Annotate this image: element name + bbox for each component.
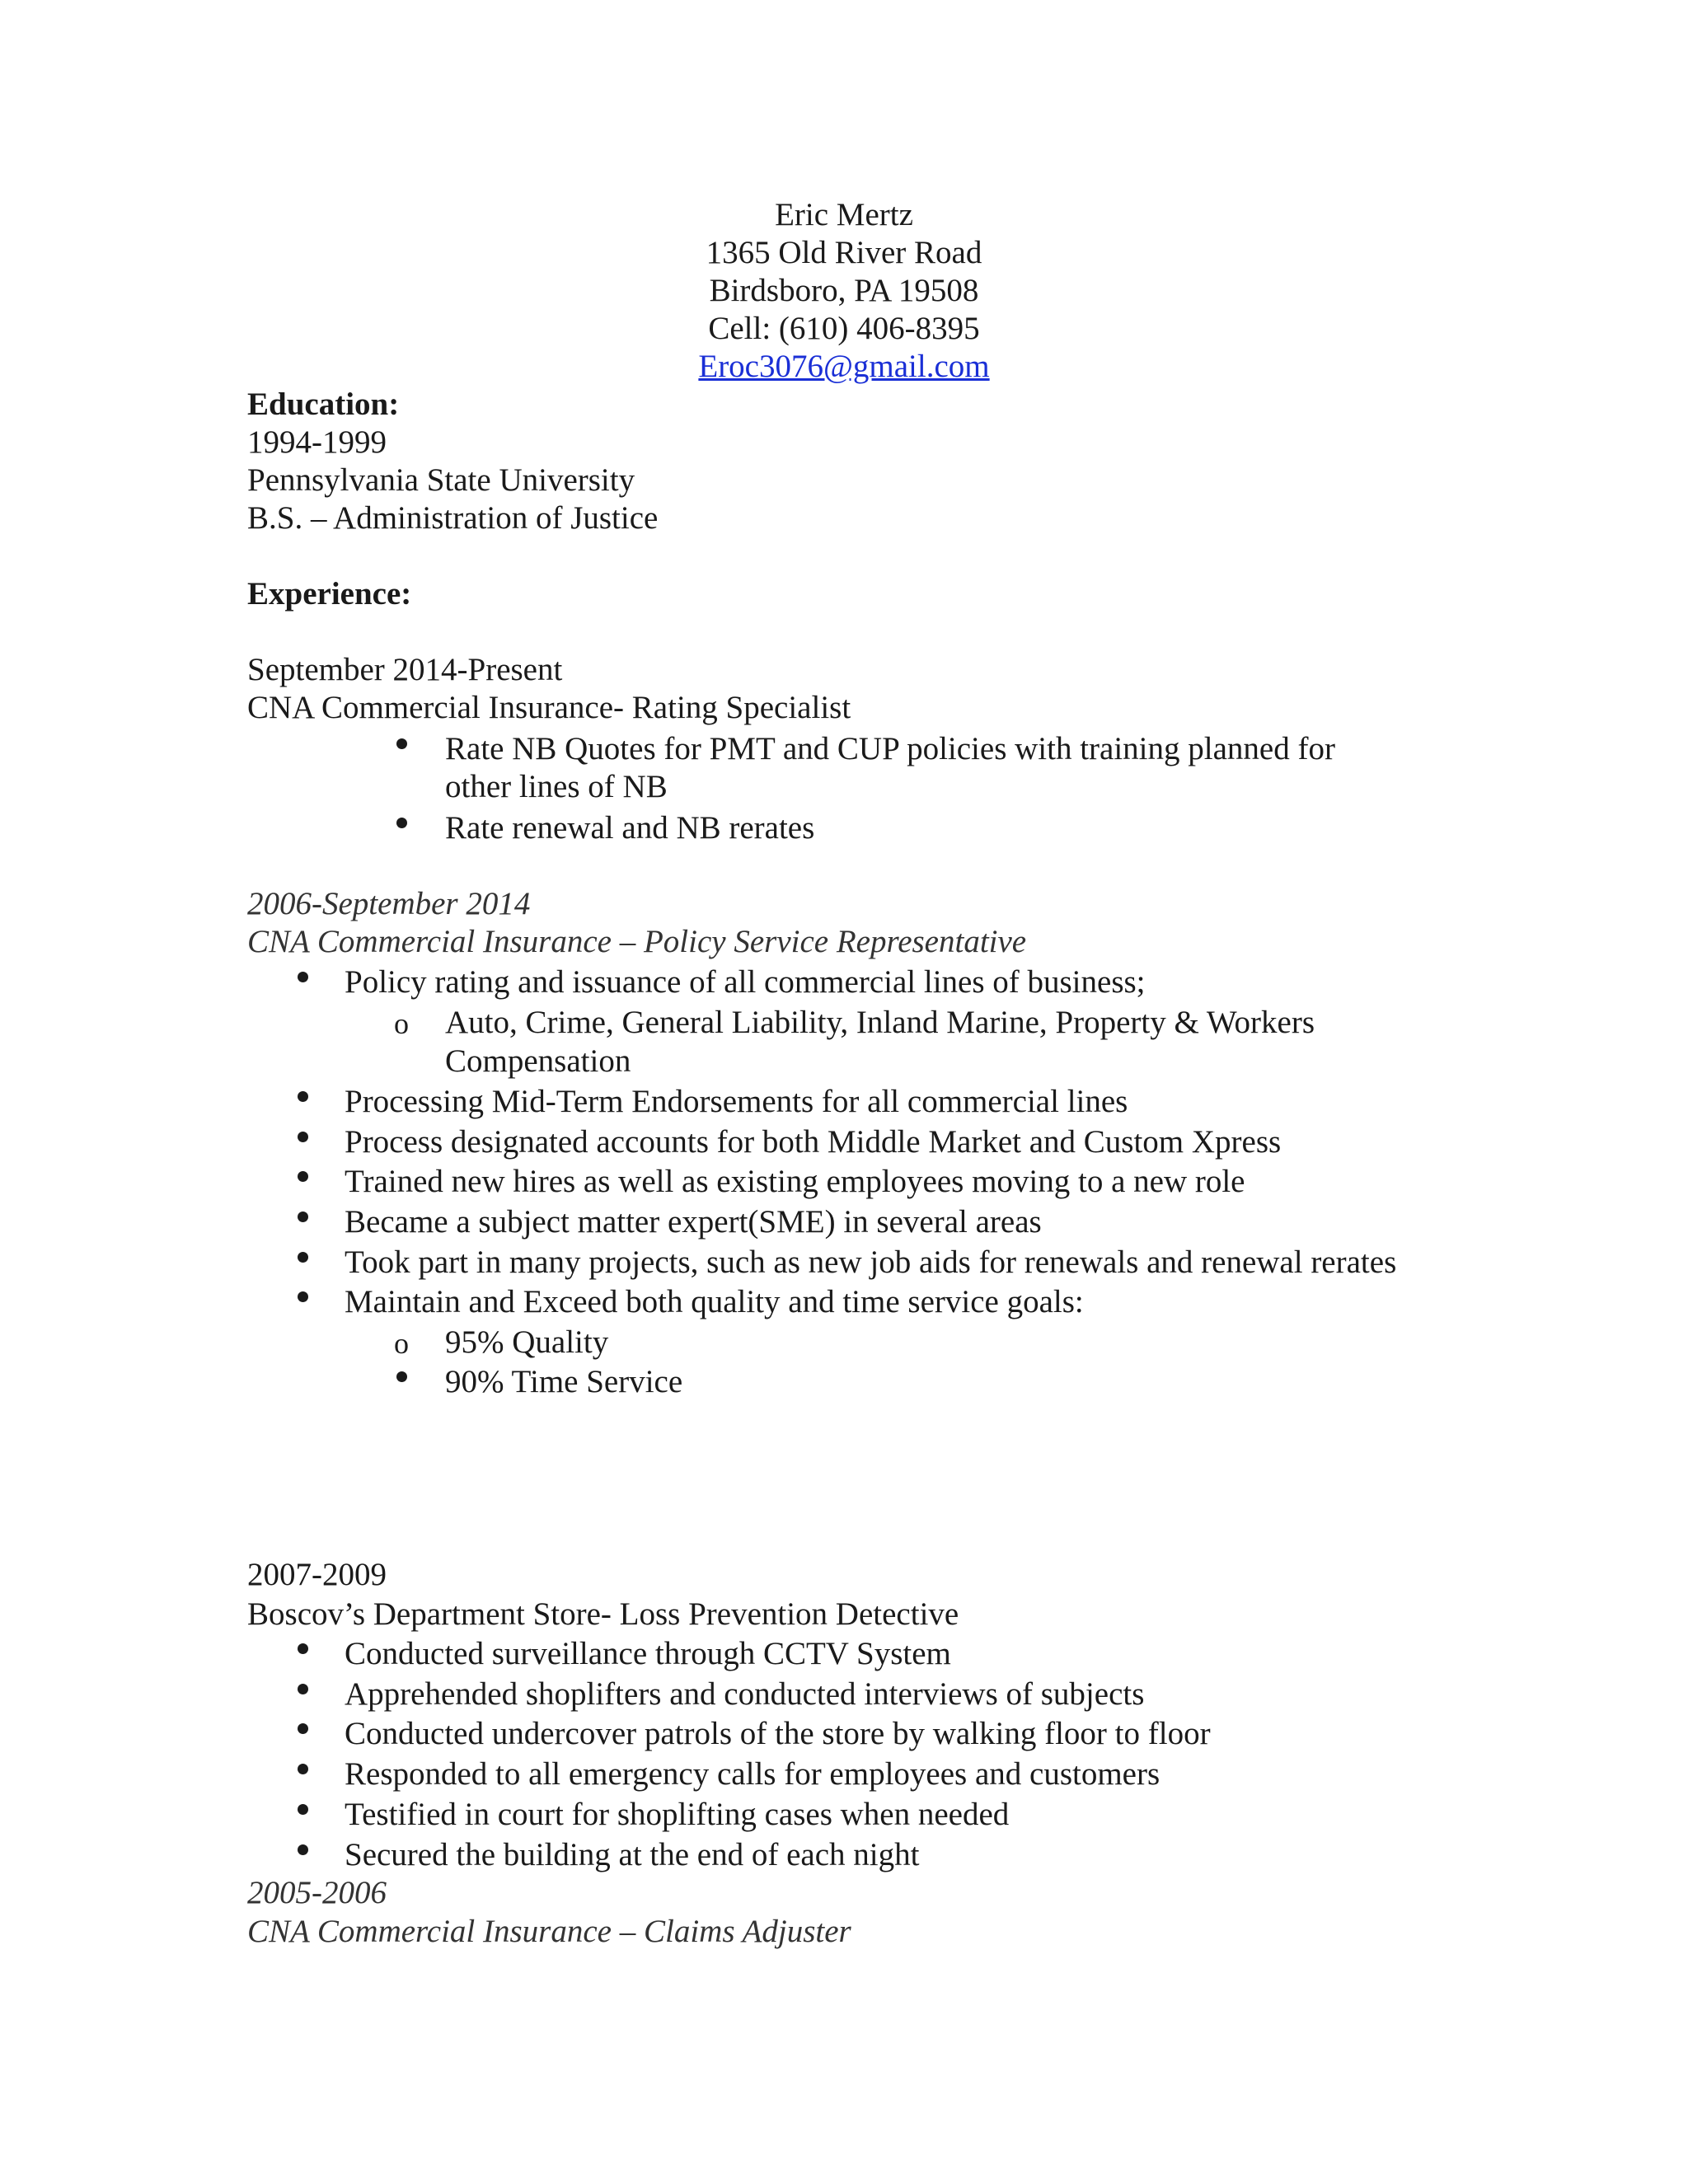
job-1-item-1: Rate NB Quotes for PMT and CUP policies with training planned for — [445, 731, 1335, 766]
job-4-title: CNA Commercial Insurance – Claims Adjuster — [247, 1914, 851, 1949]
bullet-icon — [396, 738, 407, 749]
job-3-dates: 2007-2009 — [247, 1557, 387, 1592]
job-2-item-5: Became a subject matter expert(SME) in several areas — [345, 1204, 1042, 1240]
bullet-icon — [298, 1171, 308, 1182]
bullet-icon — [298, 972, 308, 982]
experience-heading: Experience: — [247, 576, 412, 612]
bullet-icon — [298, 1723, 308, 1734]
bullet-icon — [298, 1643, 308, 1654]
job-4-dates: 2005-2006 — [247, 1875, 387, 1910]
sub-bullet-icon: o — [394, 1327, 409, 1360]
bullet-icon — [396, 1371, 407, 1382]
sub-bullet-icon: o — [394, 1007, 409, 1040]
bullet-icon — [298, 1291, 308, 1302]
email-link[interactable]: Eroc3076@gmail.com — [698, 349, 990, 384]
education-heading: Education: — [247, 387, 400, 422]
bullet-icon — [298, 1684, 308, 1694]
job-2-dates: 2006-September 2014 — [247, 886, 531, 921]
bullet-icon — [396, 818, 407, 828]
job-3-title: Boscov’s Department Store- Loss Prevention Detective — [247, 1596, 959, 1632]
job-2-item-1-sub-cont: Compensation — [445, 1043, 631, 1079]
job-1-item-1-cont: other lines of NB — [445, 769, 668, 804]
phone-number: Cell: (610) 406-8395 — [708, 311, 980, 346]
job-1-item-2: Rate renewal and NB rerates — [445, 810, 815, 846]
job-3-item-3: Conducted undercover patrols of the store by walking floor to floor — [345, 1716, 1211, 1751]
bullet-icon — [298, 1212, 308, 1222]
job-3-item-4: Responded to all emergency calls for employees and customers — [345, 1756, 1160, 1792]
job-2-item-1: Policy rating and issuance of all commercial lines of business; — [345, 964, 1146, 1000]
job-1-dates: September 2014-Present — [247, 652, 563, 687]
job-1-title: CNA Commercial Insurance- Rating Specialist — [247, 690, 851, 725]
job-3-item-5: Testified in court for shoplifting cases when needed — [345, 1797, 1010, 1832]
bullet-icon — [298, 1132, 308, 1142]
address-line-2: Birdsboro, PA 19508 — [709, 273, 979, 308]
job-2-goal-time: 90% Time Service — [445, 1364, 683, 1399]
education-years: 1994-1999 — [247, 424, 387, 460]
job-2-item-7: Maintain and Exceed both quality and time service goals: — [345, 1284, 1084, 1319]
bullet-icon — [298, 1804, 308, 1815]
candidate-name: Eric Mertz — [775, 197, 913, 232]
job-3-item-6: Secured the building at the end of each night — [345, 1837, 920, 1872]
job-3-item-2: Apprehended shoplifters and conducted interviews of subjects — [345, 1676, 1145, 1712]
job-2-goal-quality: 95% Quality — [445, 1324, 609, 1360]
job-2-item-1-sub: Auto, Crime, General Liability, Inland Marine, Property & Workers — [445, 1005, 1315, 1040]
job-2-title: CNA Commercial Insurance – Policy Service Representative — [247, 924, 1027, 959]
education-school: Pennsylvania State University — [247, 462, 635, 498]
job-2-item-2: Processing Mid-Term Endorsements for all commercial lines — [345, 1084, 1128, 1119]
job-3-item-1: Conducted surveillance through CCTV System — [345, 1636, 951, 1671]
education-degree: B.S. – Administration of Justice — [247, 500, 659, 536]
job-2-item-4: Trained new hires as well as existing employees moving to a new role — [345, 1164, 1245, 1199]
bullet-icon — [298, 1844, 308, 1855]
bullet-icon — [298, 1091, 308, 1102]
bullet-icon — [298, 1764, 308, 1774]
job-2-item-6: Took part in many projects, such as new job aids for renewals and renewal rerates — [345, 1244, 1397, 1280]
job-2-item-3: Process designated accounts for both Middle Market and Custom Xpress — [345, 1124, 1282, 1160]
bullet-icon — [298, 1252, 308, 1263]
address-line-1: 1365 Old River Road — [706, 235, 982, 270]
